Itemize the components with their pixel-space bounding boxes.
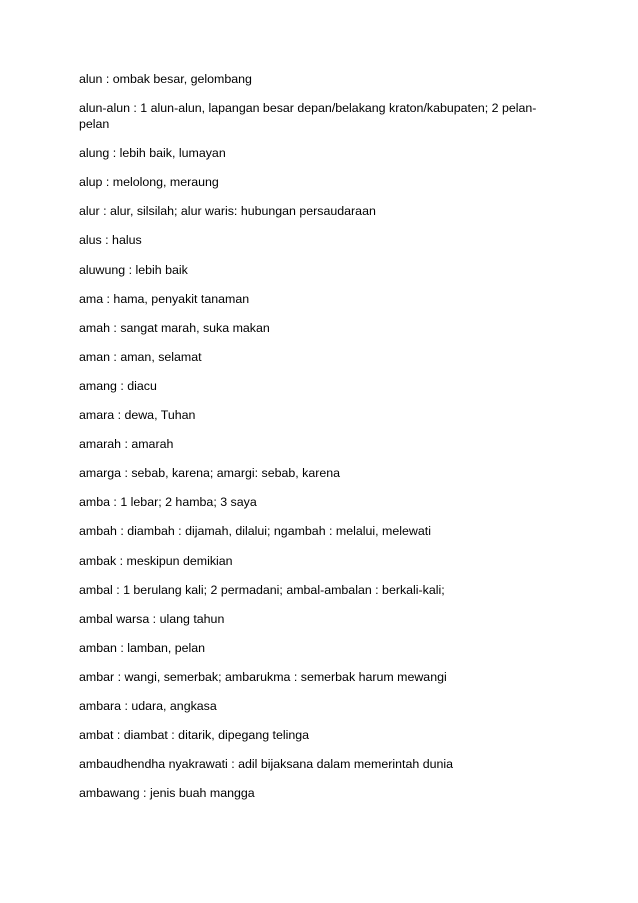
dictionary-entry: ambat : diambat : ditarik, dipegang telinga (79, 728, 310, 743)
entry-line: pelan (79, 117, 110, 132)
dictionary-entry: alus : halus (79, 233, 142, 248)
dictionary-entry: ambawang : jenis buah mangga (79, 786, 255, 801)
dictionary-entry: alung : lebih baik, lumayan (79, 146, 226, 161)
dictionary-entry: ambar : wangi, semerbak; ambarukma : semerbak harum mewangi (79, 669, 447, 684)
dictionary-entry: aman : aman, selamat (79, 349, 202, 364)
dictionary-entry: amah : sangat marah, suka makan (79, 320, 270, 335)
dictionary-entry: aluwung : lebih baik (79, 262, 188, 277)
dictionary-entry: alun : ombak besar, gelombang (79, 72, 252, 86)
dictionary-entry: ama : hama, penyakit tanaman (79, 291, 250, 306)
dictionary-entry: ambak : meskipun demikian (79, 553, 233, 568)
dictionary-entry: amang : diacu (79, 378, 157, 393)
dictionary-entry: amarga : sebab, karena; amargi: sebab, karena (79, 466, 341, 481)
dictionary-entry: alup : melolong, meraung (79, 175, 219, 190)
dictionary-entry: amara : dewa, Tuhan (79, 408, 196, 423)
dictionary-entry: amban : lamban, pelan (79, 640, 206, 655)
dictionary-entry (79, 100, 559, 132)
dictionary-entry: ambara : udara, angkasa (79, 698, 217, 713)
entry-line: alun-alun : 1 alun-alun, lapangan besar depan/belakang kraton/kabupaten; 2 pelan- (79, 101, 537, 116)
dictionary-entry: ambaudhendha nyakrawati : adil bijaksana dalam memerintah dunia (79, 757, 454, 772)
dictionary-entry: ambah : diambah : dijamah, dilalui; ngambah : melalui, melewati (79, 524, 431, 539)
dictionary-entry-list (79, 71, 559, 814)
dictionary-entry: ambal warsa : ulang tahun (79, 611, 225, 626)
dictionary-entry: ambal : 1 berulang kali; 2 permadani; ambal-ambalan : berkali-kali; (79, 582, 445, 597)
dictionary-entry: alur : alur, silsilah; alur waris: hubungan persaudaraan (79, 204, 376, 219)
dictionary-entry: amba : 1 lebar; 2 hamba; 3 saya (79, 495, 257, 510)
dictionary-entry: amarah : amarah (79, 437, 174, 452)
